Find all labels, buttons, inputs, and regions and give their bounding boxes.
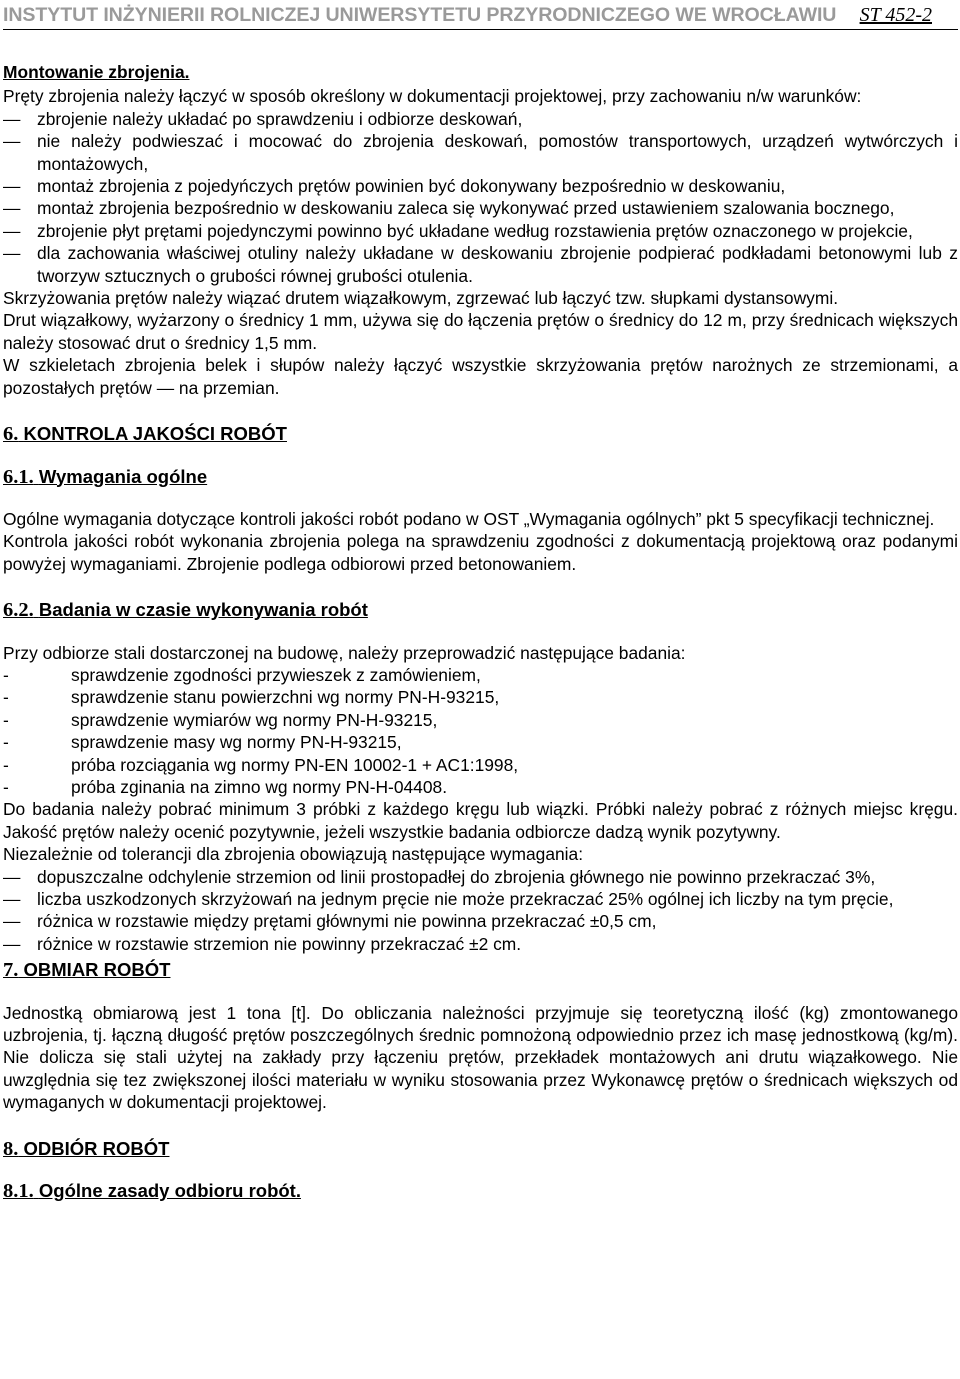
list-item: - sprawdzenie zgodności przywieszek z zamówieniem,	[3, 664, 481, 685]
dash-bullet: —	[3, 243, 21, 264]
list-item: — liczba uszkodzonych skrzyżowań na jednym pręcie nie może przekraczać 25% ogólnej ich liczby na tym pręcie,	[3, 889, 894, 909]
list-item: — montaż zbrojenia z pojedyńczych prętów powinien być dokonywany bezpośrednio w deskowaniu,	[3, 176, 786, 197]
dash-bullet: —	[3, 131, 21, 152]
section-heading-6: 6. KONTROLA JAKOŚCI ROBÓT	[3, 423, 287, 446]
dash-bullet: —	[3, 889, 21, 909]
hyphen-bullet: -	[3, 709, 9, 730]
list-item: — dla zachowania właściwej otuliny należy układane w deskowaniu zbrojenie podpierać podkładami betonowymi lub z tworzyw sztucznych o grubości równej grubości otulenia.	[3, 243, 958, 286]
section-heading-8: 8. ODBIÓR ROBÓT	[3, 1137, 170, 1160]
requirements-list	[3, 866, 958, 956]
section-heading-6-2: 6.2. Badania w czasie wykonywania robót	[3, 599, 368, 622]
list-item: — nie należy podwieszać i mocować do zbrojenia deskowań, pomostów transportowych, urządzeń wytwórczych i montażowych,	[3, 131, 958, 174]
list-item: - sprawdzenie wymiarów wg normy PN-H-93215,	[3, 709, 438, 730]
dash-bullet: —	[3, 911, 21, 932]
paragraph-drut: Drut wiązałkowy, wyżarzony o średnicy 1 mm, używa się do łączenia prętów o średnicy do 12 m, przy średnicach większych należy stosować drut o średnicy 1,5 mm.	[3, 310, 958, 353]
dash-bullet: —	[3, 176, 21, 197]
page-header	[3, 3, 958, 30]
paragraph-szkielety: W szkieletach zbrojenia belek i słupów należy łączyć wszystkie skrzyżowania prętów narożnych ze strzemionami, a pozostałych prętów — na przemian.	[3, 355, 958, 398]
list-item: - sprawdzenie masy wg normy PN-H-93215,	[3, 732, 402, 753]
list-item: - próba rozciągania wg normy PN-EN 10002-1 + AC1:1998,	[3, 754, 519, 775]
paragraph-intro: Pręty zbrojenia należy łączyć w sposób określony w dokumentacji projektowej, przy zachowaniu n/w warunków:	[3, 86, 862, 107]
hyphen-bullet: -	[3, 754, 9, 775]
dash-bullet: —	[3, 220, 21, 241]
section-heading-6-1: 6.1. Wymagania ogólne	[3, 465, 208, 488]
document-body	[3, 61, 958, 1202]
section-title-montaz: Montowanie zbrojenia.	[3, 62, 190, 82]
paragraph-skrzyzowania: Skrzyżowania prętów należy wiązać drutem wiązałkowym, zgrzewać lub łączyć tzw. słupkami dystansowymi.	[3, 288, 839, 309]
paragraph-tolerancje-intro: Niezależnie od tolerancji dla zbrojenia obowiązują następujące wymagania:	[3, 844, 584, 865]
dash-bullet: —	[3, 108, 21, 129]
paragraph-obmiar: Jednostką obmiarową jest 1 tona [t]. Do obliczania należności przyjmuje się teoretyczną ilość (kg) zmontowanego uzbrojenia, tj. łączną długość prętów poszczególnych średnic pomnożoną odpowiednio przez ich masę jednostkową (kg/m). Nie dolicza się stali użytej na zakłady przy łączeniu prętów, przekładek montażowych ani drutu wiązałkowego. Nie uwzględnia się tez zwiększonej ilości materiału w wyniku stosowania przez Wykonawcę prętów o średnicach większych od wymaganych w dokumentacji projektowej.	[3, 1002, 958, 1113]
section-heading-7: 7. OBMIAR ROBÓT	[3, 959, 171, 982]
list-item: - sprawdzenie stanu powierzchni wg normy PN-H-93215,	[3, 687, 500, 708]
montaz-list	[3, 108, 958, 287]
tests-list	[3, 664, 958, 798]
list-item: — zbrojenie należy układać po sprawdzeniu i odbiorze deskowań,	[3, 108, 523, 129]
paragraph-probki: Do badania należy pobrać minimum 3 próbki z każdego kręgu lub wiązki. Próbki należy pobrać z różnych miejsc kręgu. Jakość prętów należy ocenić pozytywnie, jeżeli wszystkie badania odbiorcze dadzą wynik pozytywny.	[3, 799, 958, 842]
dash-bullet: —	[3, 866, 21, 887]
header-institute: INSTYTUT INŻYNIERII ROLNICZEJ UNIWERSYTETU PRZYRODNICZEGO WE WROCŁAWIU	[3, 4, 837, 26]
list-item: — dopuszczalne odchylenie strzemion od linii prostopadłej do zbrojenia głównego nie powinno przekraczać 3%,	[3, 866, 876, 887]
list-item: — montaż zbrojenia bezpośrednio w deskowaniu zaleca się wykonywać przed ustawieniem szalowania bocznego,	[3, 198, 895, 219]
list-item: - próba zginania na zimno wg normy PN-H-04408.	[3, 776, 448, 797]
dash-bullet: —	[3, 198, 21, 219]
paragraph-6-2-intro: Przy odbiorze stali dostarczonej na budowę, należy przeprowadzić następujące badania:	[3, 642, 686, 663]
dash-bullet: —	[3, 933, 21, 954]
hyphen-bullet: -	[3, 687, 9, 708]
paragraph-6-1-a: Ogólne wymagania dotyczące kontroli jakości robót podano w OST „Wymagania ogólnych” pkt 5 specyfikacji technicznej.	[3, 508, 935, 529]
paragraph-6-1-b: Kontrola jakości robót wykonania zbrojenia polega na sprawdzeniu zgodności z dokumentacją projektową oraz podanymi powyżej wymaganiami. Zbrojenie podlega odbiorowi przed betonowaniem.	[3, 531, 958, 574]
hyphen-bullet: -	[3, 776, 9, 797]
hyphen-bullet: -	[3, 732, 9, 753]
list-item: — zbrojenie płyt prętami pojedynczymi powinno być układane według rozstawienia prętów oznaczonego w projekcie,	[3, 220, 913, 241]
header-doc-code: ST 452-2	[859, 4, 932, 26]
list-item: — różnice w rozstawie strzemion nie powinny przekraczać ±2 cm.	[3, 933, 522, 954]
list-item: — różnica w rozstawie między prętami głównymi nie powinna przekraczać ±0,5 cm,	[3, 911, 657, 932]
section-heading-8-1: 8.1. Ogólne zasady odbioru robót.	[3, 1180, 301, 1203]
hyphen-bullet: -	[3, 664, 9, 685]
